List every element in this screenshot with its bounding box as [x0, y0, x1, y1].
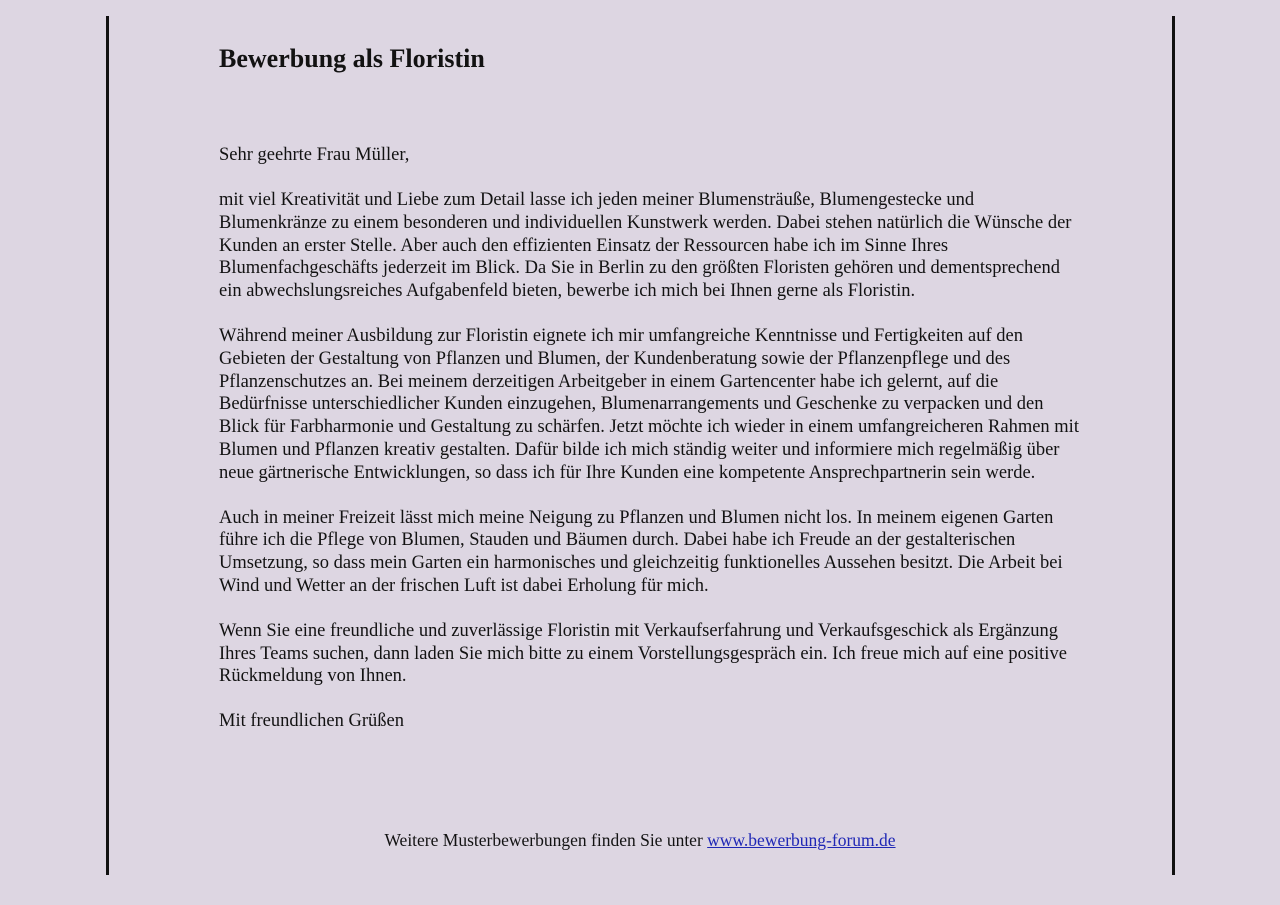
letter-closing: Mit freundlichen Grüßen: [219, 711, 404, 732]
right-margin-rule: [1172, 16, 1175, 875]
footer-note: [107, 829, 1173, 852]
letter-title: Bewerbung als Floristin: [219, 44, 485, 73]
letter-paragraph-3: Auch in meiner Freizeit lässt mich meine Neigung zu Pflanzen und Blumen nicht los. In meinem eigenen Garten führe ich die Pflege von Blumen, Stauden und Bäumen durch. Dabei habe ich Freude an der gestalterischen Umsetzung, so dass mein Garten ein harmonisches und gleichzeitig funktionelles Aussehen besitzt. Die Arbeit bei Wind und Wetter an der frischen Luft ist dabei Erholung für mich.: [219, 507, 1063, 596]
letter-paragraph-4: Wenn Sie eine freundliche und zuverlässige Floristin mit Verkaufserfahrung und Verkaufsgeschick als Ergänzung Ihres Teams suchen, dann laden Sie mich bitte zu einem Vorstellungsgespräch ein. Ich freue mich auf eine positive Rückmeldung von Ihnen.: [219, 620, 1067, 687]
letter-salutation: Sehr geehrte Frau Müller,: [219, 145, 410, 165]
footer-text: Weitere Musterbewerbungen finden Sie unter: [384, 830, 708, 850]
left-margin-rule: [106, 16, 109, 875]
footer-link[interactable]: www.bewerbung-forum.de: [707, 830, 896, 850]
letter-paragraph-1: mit viel Kreativität und Liebe zum Detail lasse ich jeden meiner Blumensträuße, Blumengestecke und Blumenkränze zu einem besonderen und individuellen Kunstwerk werden. Dabei stehen natürlich die Wünsche der Kunden an erster Stelle. Aber auch den effizienten Einsatz der Ressourcen habe ich im Sinne Ihres Blumenfachgeschäfts jederzeit im Blick. Da Sie in Berlin zu den größten Floristen gehören und dementsprechend ein abwechslungsreiches Aufgabenfeld bieten, bewerbe ich mich bei Ihnen gerne als Floristin.: [219, 190, 1072, 302]
letter-body: [219, 40, 1079, 733]
letter-paragraph-2: Während meiner Ausbildung zur Floristin eignete ich mir umfangreiche Kenntnisse und Fertigkeiten auf den Gebieten der Gestaltung von Pflanzen und Blumen, der Kundenberatung sowie der Pflanzenpflege und des Pflanzenschutzes an. Bei meinem derzeitigen Arbeitgeber in einem Gartencenter habe ich gelernt, auf die Bedürfnisse unterschiedlicher Kunden einzugehen, Blumenarrangements und Geschenke zu verpacken und den Blick für Farbharmonie und Gestaltung zu schärfen. Jetzt möchte ich wieder in einem umfangreicheren Rahmen mit Blumen und Pflanzen kreativ gestalten. Dafür bilde ich mich ständig weiter und informiere mich regelmäßig über neue gärtnerische Entwicklungen, so dass ich für Ihre Kunden eine kompetente Ansprechpartnerin sein werde.: [219, 325, 1079, 483]
